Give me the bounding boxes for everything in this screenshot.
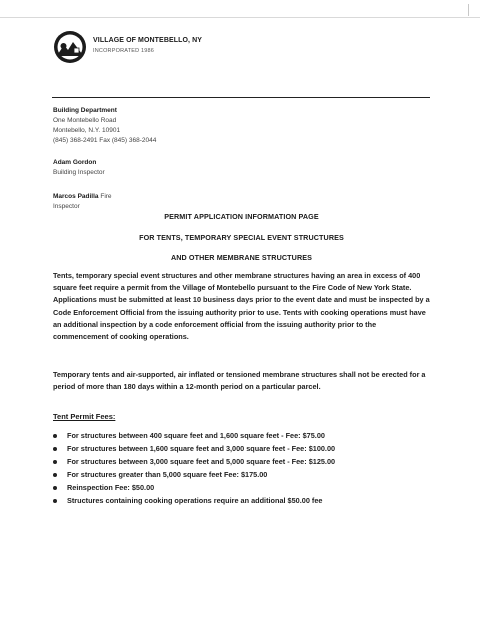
inspector-name: Marcos Padilla — [53, 193, 99, 200]
village-seal-icon — [53, 30, 87, 64]
street-address: One Montebello Road — [53, 117, 117, 124]
inspector-title-part: Inspector — [53, 203, 80, 210]
contact-block — [53, 106, 156, 146]
subtitle-line-1: FOR TENTS, TEMPORARY SPECIAL EVENT STRUCTURES — [139, 233, 344, 242]
subtitle-line-2: AND OTHER MEMBRANE STRUCTURES — [170, 253, 313, 262]
incorporated-line: INCORPORATED 1986 — [93, 48, 155, 54]
fee-text: For structures between 1,600 square feet and 3,000 square feet - Fee: $100.00 — [67, 444, 336, 453]
inspector-title-part: Fire — [100, 193, 112, 200]
page-top-rule — [0, 17, 480, 18]
page-title: PERMIT APPLICATION INFORMATION PAGE — [164, 212, 319, 221]
bullet-icon — [53, 444, 67, 453]
fee-list — [53, 431, 431, 509]
inspector-block-2 — [53, 192, 112, 212]
city-address: Montebello, N.Y. 10901 — [53, 127, 121, 134]
fee-text: For structures greater than 5,000 square feet Fee: $175.00 — [67, 470, 268, 479]
phone-fax: (845) 368-2491 Fax (845) 368-2044 — [53, 137, 157, 144]
list-item — [53, 457, 431, 470]
intro-paragraph: Tents, temporary special event structures and other membrane structures having an area in excess of 400 square feet require a permit from the Village of Montebello pursuant to the Fire Code of New York State. Applications must be submitted at least 10 business days prior to the event date and must be inspected by a Code Enforcement Official from the issuing authority prior to use. Tents with cooking operations must have an additional inspection by a code enforcement official from the issuing authority prior to the commencement of cooking operations. — [53, 271, 430, 342]
bullet-icon — [53, 470, 67, 479]
duration-paragraph: Temporary tents and air-supported, air inflated or tensioned membrane structures shall not be erected for a period of more than 180 days within a 12-month period on a particular parcel. — [53, 370, 426, 392]
fee-text: For structures between 400 square feet and 1,600 square feet - Fee: $75.00 — [67, 431, 325, 440]
list-item — [53, 444, 431, 457]
fee-text: Reinspection Fee: $50.00 — [67, 483, 155, 492]
inspector-block-1 — [53, 158, 105, 178]
letterhead-divider — [52, 97, 430, 98]
list-item — [53, 496, 431, 509]
bullet-icon — [53, 431, 67, 440]
inspector-title: Building Inspector — [53, 169, 105, 176]
bullet-icon — [53, 457, 67, 466]
fees-heading: Tent Permit Fees: — [53, 412, 116, 421]
fee-text: For structures between 3,000 square feet and 5,000 square feet - Fee: $125.00 — [67, 457, 336, 466]
list-item — [53, 431, 431, 444]
bullet-icon — [53, 496, 67, 505]
fee-text: Structures containing cooking operations require an additional $50.00 fee — [67, 496, 323, 505]
department-name: Building Department — [53, 107, 117, 114]
corner-mark — [468, 4, 478, 16]
bullet-icon — [53, 483, 67, 492]
list-item — [53, 483, 431, 496]
list-item — [53, 470, 431, 483]
village-name: VILLAGE OF MONTEBELLO, NY — [93, 37, 203, 44]
inspector-name: Adam Gordon — [53, 159, 97, 166]
